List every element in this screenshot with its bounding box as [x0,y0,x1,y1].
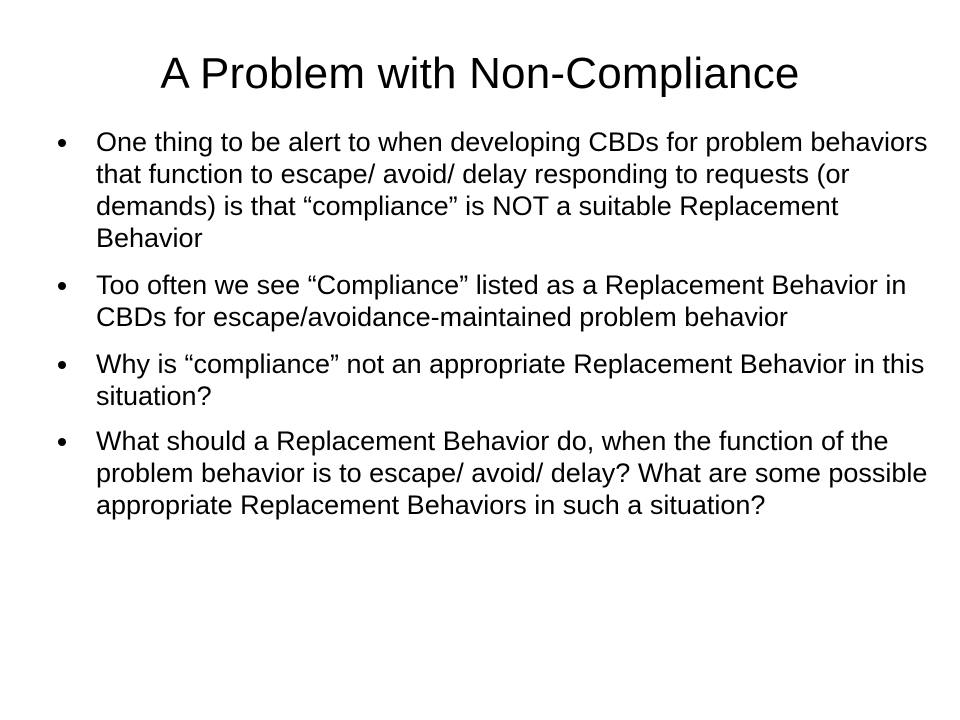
bullet-item [56,126,946,254]
bullet-dot-icon [58,438,66,446]
bullet-dot-icon [58,139,66,147]
bullet-text: Why is “compliance” not an appropriate Replacement Behavior in this situation? [96,349,925,411]
bullet-list [56,126,946,536]
bullet-text: One thing to be alert to when developing CBDs for problem behaviors that function to escape/ avoid/ delay responding to requests (or demands) is that “compliance” is NOT a suitable Replacement Behavior [96,127,928,253]
bullet-item [56,269,946,333]
bullet-item [56,425,946,521]
bullet-dot-icon [58,282,66,290]
bullet-item [56,348,946,412]
bullet-dot-icon [58,361,66,369]
slide-title: A Problem with Non-Compliance [160,49,800,98]
bullet-text: What should a Replacement Behavior do, when the function of the problem behavior is to escape/ avoid/ delay? What are some possible appropriate Replacement Behaviors in such a situation? [96,426,928,520]
bullet-text: Too often we see “Compliance” listed as a Replacement Behavior in CBDs for escape/avoidance-maintained problem behavior [96,270,907,332]
